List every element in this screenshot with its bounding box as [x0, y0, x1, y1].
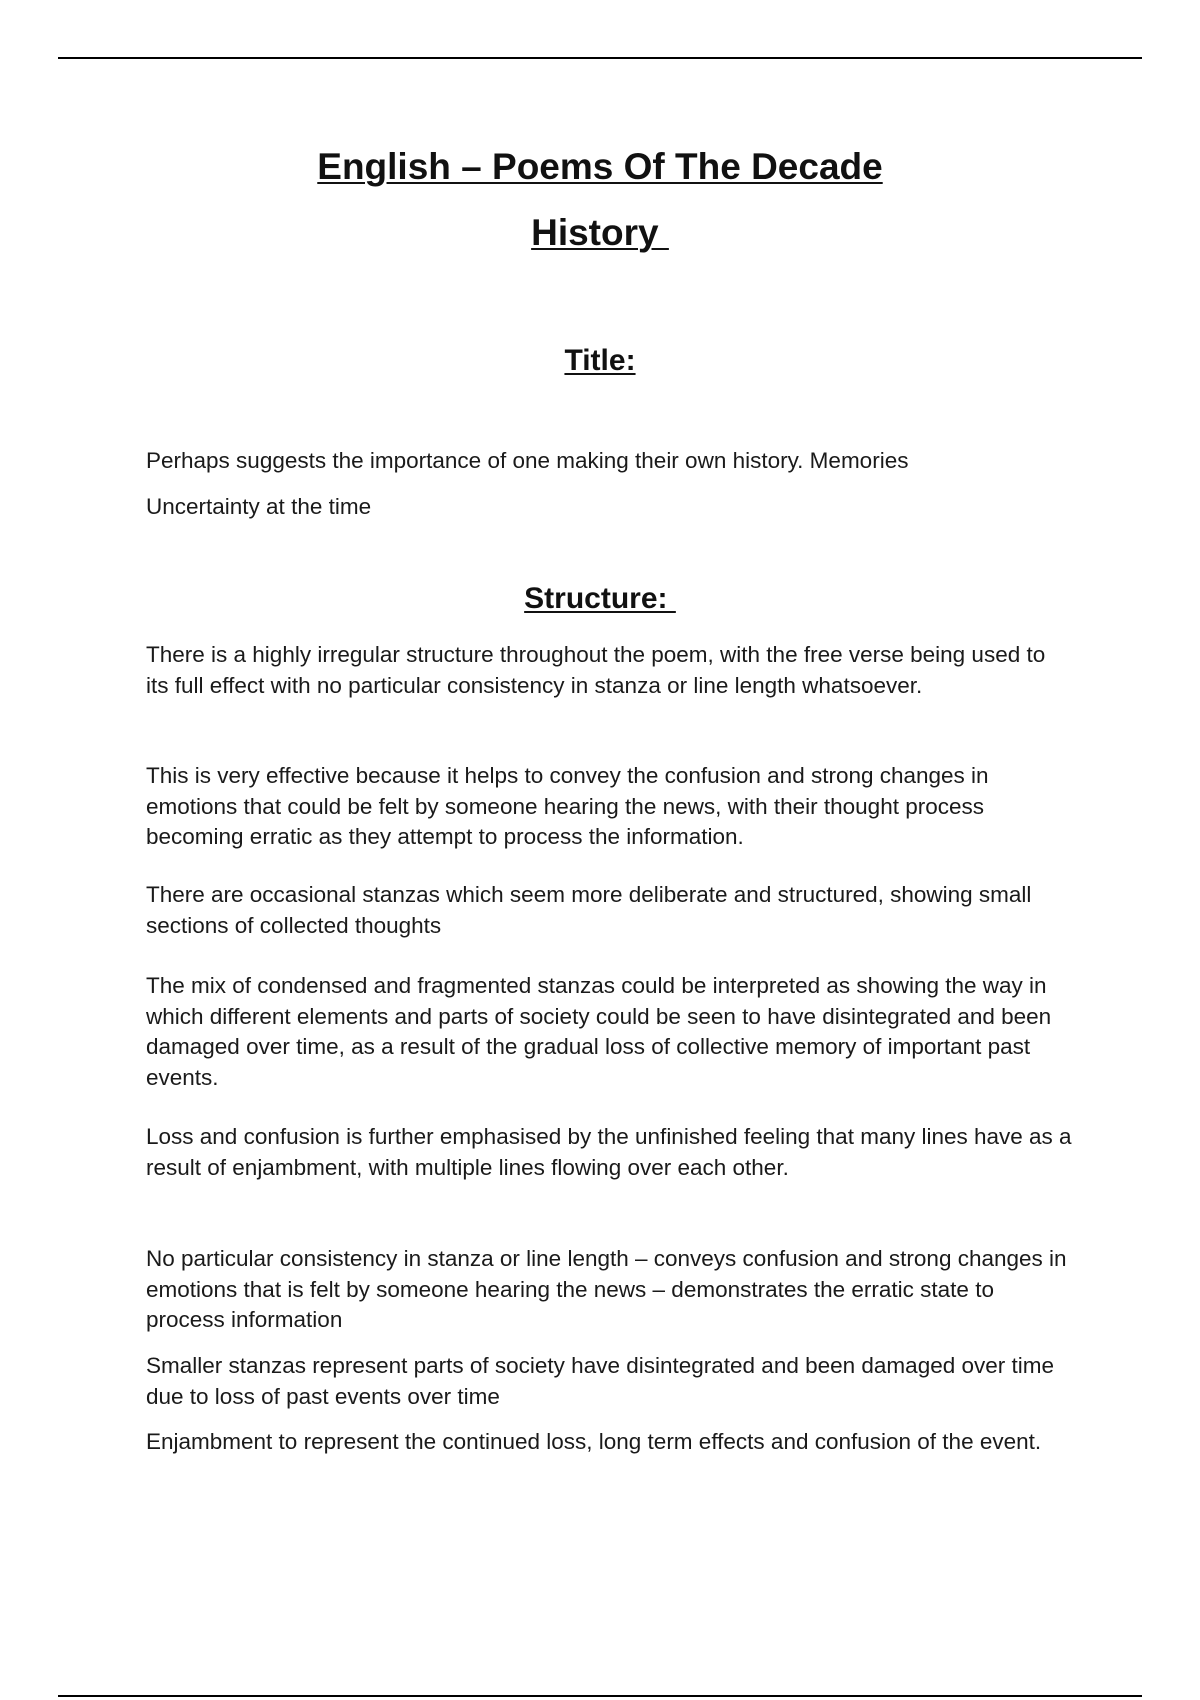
- document-subtitle: History: [531, 212, 669, 253]
- structure-paragraph: Loss and confusion is further emphasised by the unfinished feeling that many lines have as a result of enjambment, with multiple lines flowing over each other.: [146, 1124, 1072, 1180]
- title-paragraph: Perhaps suggests the importance of one making their own history. Memories: [146, 448, 909, 473]
- title-section-heading: Title:: [564, 344, 636, 377]
- top-divider: [58, 57, 1142, 59]
- structure-paragraph: The mix of condensed and fragmented stanzas could be interpreted as showing the way in which different elements and parts of society could be seen to have disintegrated and been damaged over time, as a result of the gradual loss of collective memory of important past events.: [146, 973, 1052, 1090]
- structure-section-heading: Structure:: [524, 582, 676, 615]
- title-paragraph: Uncertainty at the time: [146, 494, 372, 519]
- structure-summary-paragraph: No particular consistency in stanza or line length – conveys confusion and strong changes in emotions that is felt by someone hearing the news – demonstrates the erratic state to process information: [146, 1246, 1067, 1332]
- structure-paragraph: There is a highly irregular structure throughout the poem, with the free verse being used to its full effect with no particular consistency in stanza or line length whatsoever.: [146, 642, 1046, 698]
- structure-paragraph: This is very effective because it helps to convey the confusion and strong changes in emotions that could be felt by someone hearing the news, with their thought process becoming erratic as they attempt to process the information.: [146, 763, 989, 849]
- structure-summary-paragraph: Enjambment to represent the continued loss, long term effects and confusion of the event.: [146, 1429, 1042, 1454]
- structure-paragraph: There are occasional stanzas which seem more deliberate and structured, showing small sections of collected thoughts: [146, 882, 1032, 938]
- bottom-divider: [58, 1695, 1142, 1697]
- document-title: English – Poems Of The Decade: [317, 146, 883, 187]
- structure-summary-paragraph: Smaller stanzas represent parts of society have disintegrated and been damaged over time due to loss of past events over time: [146, 1353, 1055, 1409]
